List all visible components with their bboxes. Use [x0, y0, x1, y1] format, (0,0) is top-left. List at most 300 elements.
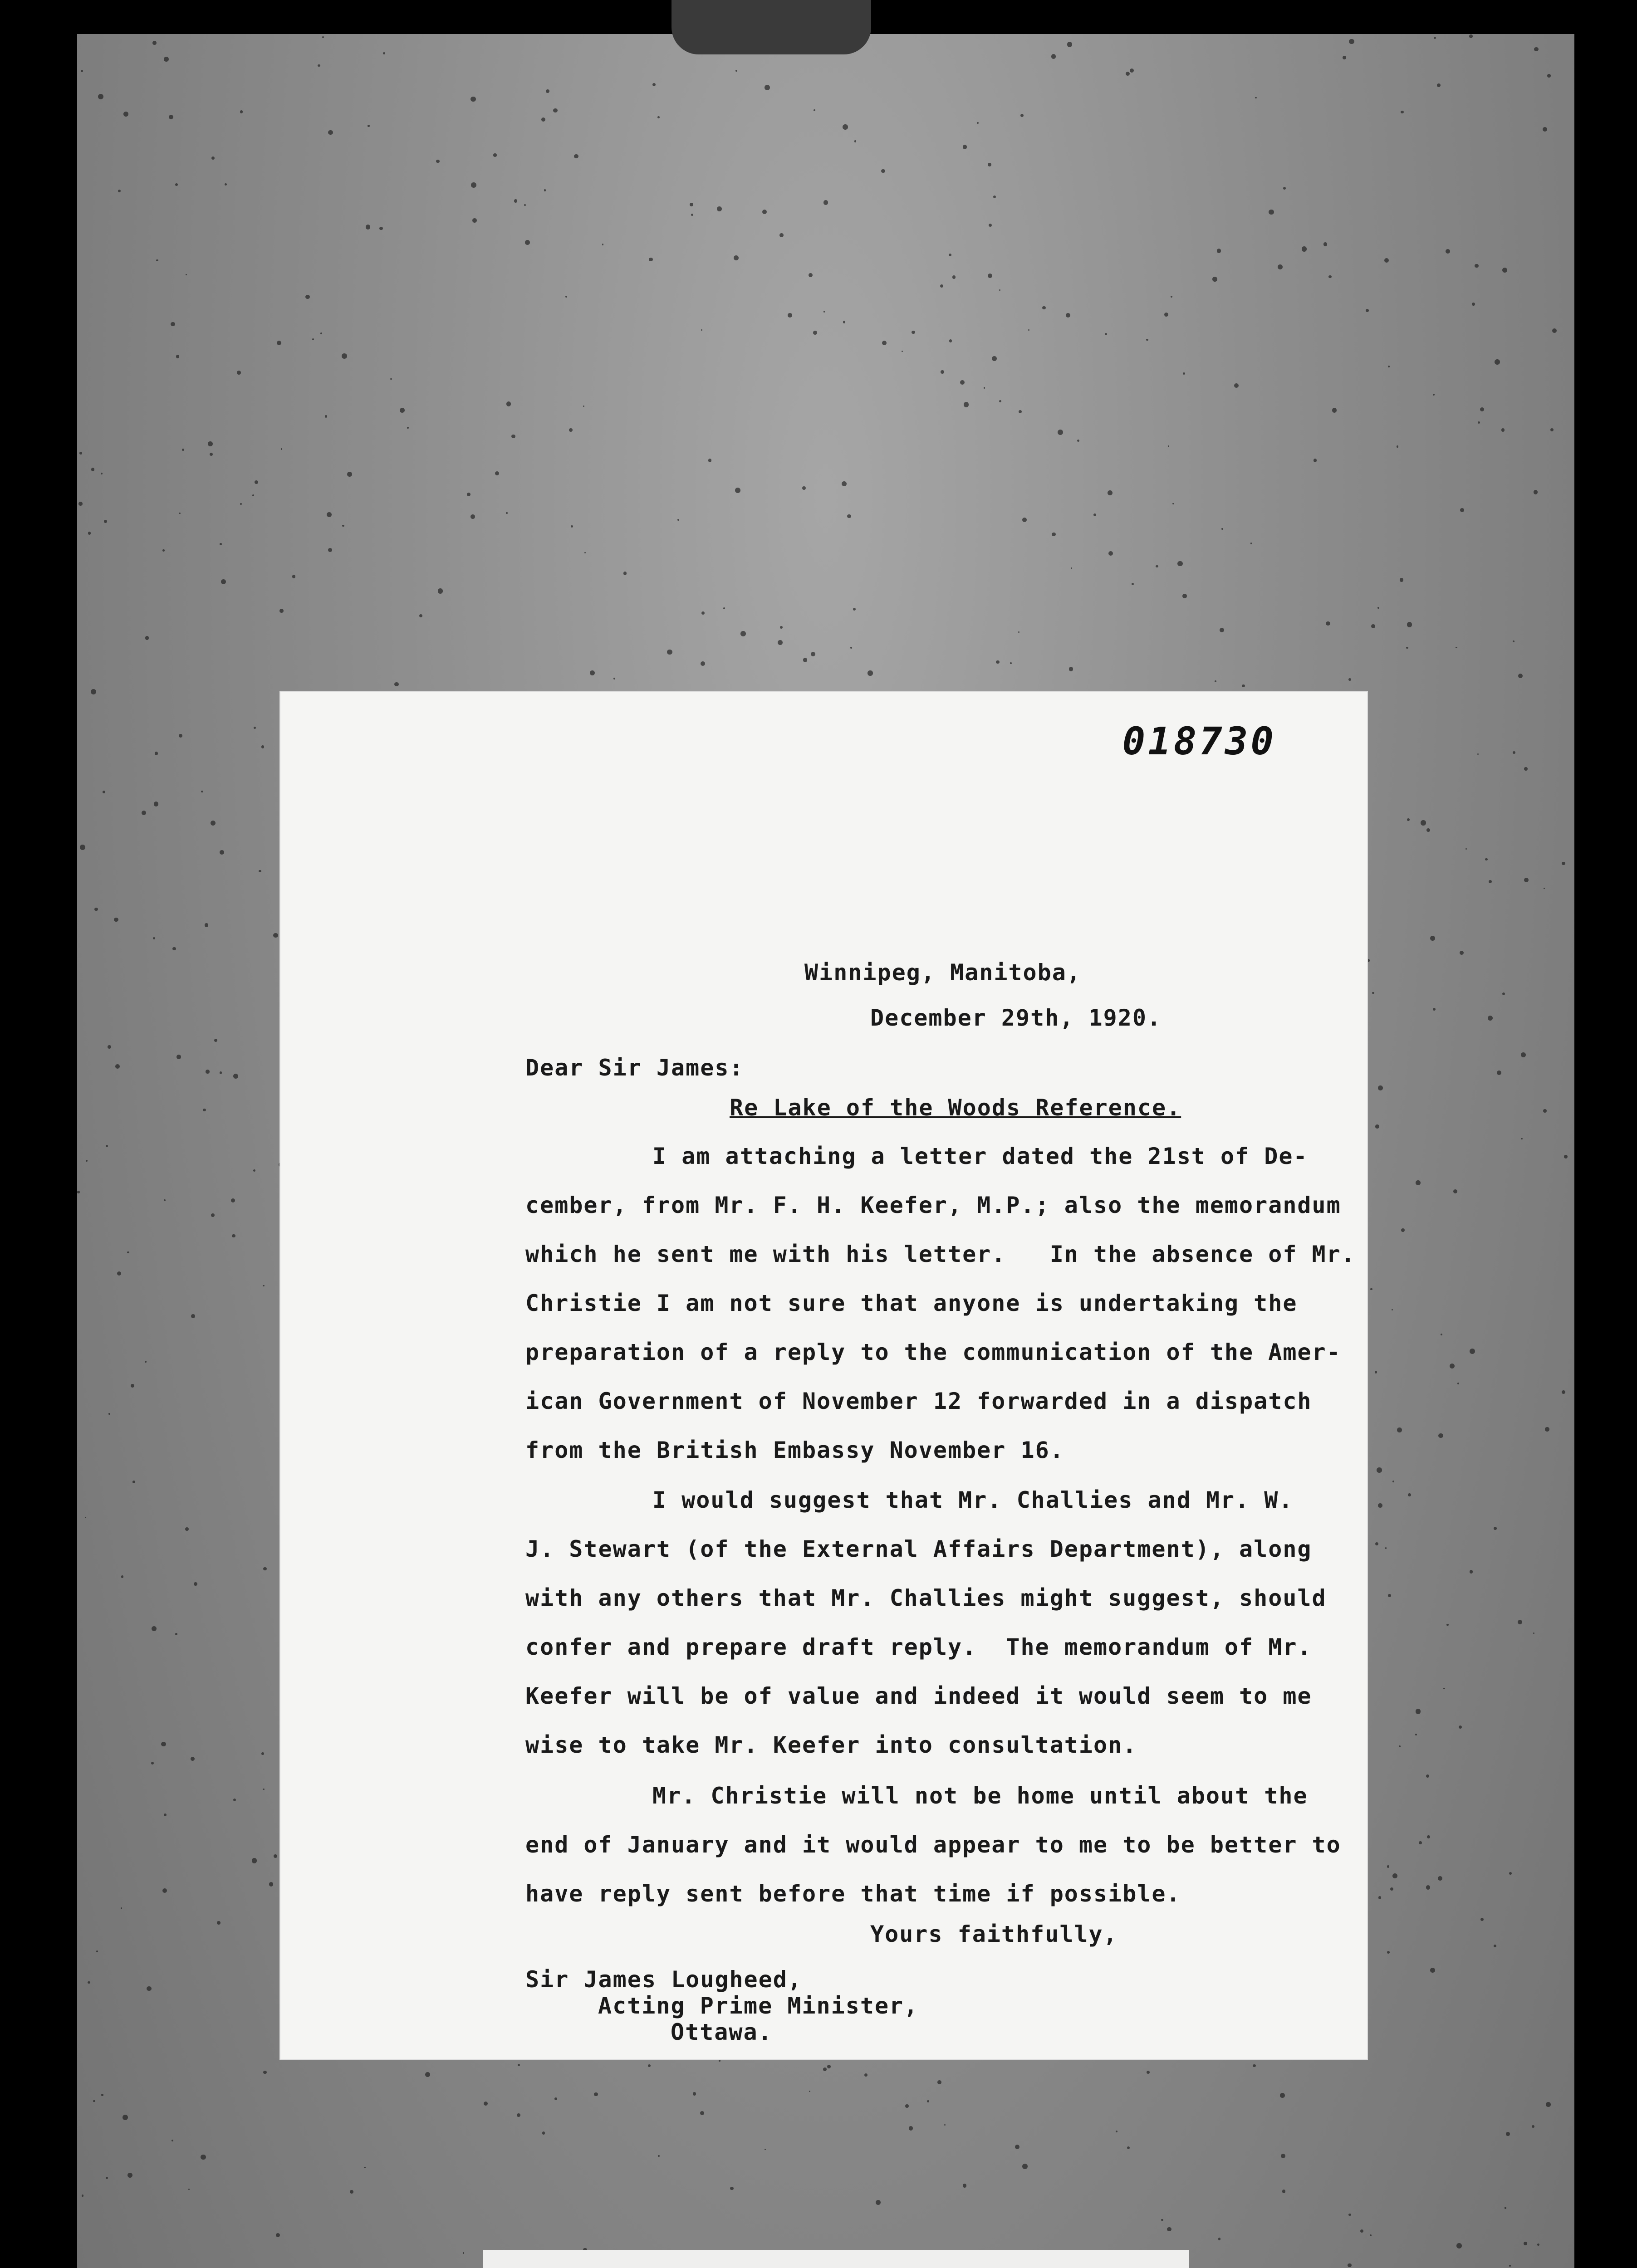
dust-speck [400, 408, 405, 413]
dust-speck [169, 115, 173, 119]
dust-speck [1127, 2146, 1130, 2149]
dust-speck [1427, 1835, 1430, 1838]
dust-speck [1132, 583, 1134, 585]
dust-speck [1478, 421, 1480, 424]
dust-speck [425, 2072, 431, 2077]
dust-speck [1167, 2227, 1171, 2232]
dust-speck [261, 745, 265, 748]
dust-speck [123, 2115, 128, 2120]
dust-speck [1475, 264, 1479, 268]
dust-speck [1415, 1734, 1417, 1735]
dust-speck [252, 1858, 257, 1863]
dust-speck [1421, 820, 1426, 826]
dust-speck [172, 2140, 173, 2141]
dust-speck [1126, 72, 1130, 76]
dust-speck [88, 532, 91, 534]
body-line: I am attaching a letter dated the 21st of De- [652, 1143, 1308, 1169]
body-line: Mr. Christie will not be home until about the [652, 1783, 1308, 1809]
dust-speck [121, 1907, 123, 1909]
recipient-line: Sir James Lougheed, [525, 1966, 802, 1993]
dust-speck [493, 153, 496, 156]
dust-speck [1105, 333, 1107, 335]
dust-speck [108, 1413, 110, 1415]
dust-speck [762, 210, 767, 214]
dust-speck [276, 2233, 280, 2237]
dust-speck [156, 259, 158, 261]
dust-speck [905, 2104, 909, 2108]
dust-speck [1456, 647, 1457, 649]
dust-speck [80, 845, 85, 850]
dust-speck [1480, 1918, 1484, 1921]
dust-speck [1343, 56, 1346, 59]
dust-speck [325, 415, 327, 417]
dust-speck [206, 1070, 210, 1074]
dust-speck [584, 552, 586, 553]
dust-speck [263, 1567, 267, 1571]
dust-speck [623, 572, 627, 575]
dust-speck [1367, 959, 1370, 962]
dust-speck [1375, 1371, 1377, 1374]
dust-speck [1323, 242, 1328, 246]
dust-speck [438, 588, 443, 594]
dust-speck [1544, 888, 1545, 889]
document-number: 018730 [1122, 719, 1276, 763]
dust-speck [1501, 428, 1505, 432]
dust-speck [1375, 1124, 1379, 1128]
dust-speck [1360, 2229, 1364, 2233]
dust-speck [524, 204, 526, 206]
dust-speck [1172, 503, 1174, 504]
letter-place: Winnipeg, Manitoba, [804, 959, 1081, 986]
dust-speck [106, 1145, 108, 1147]
dust-speck [419, 614, 422, 617]
dust-speck [677, 519, 679, 521]
dust-speck [1552, 328, 1557, 333]
dust-speck [803, 658, 808, 662]
dust-speck [1147, 2071, 1150, 2074]
dust-speck [179, 513, 181, 514]
dust-speck [693, 2092, 696, 2096]
dust-speck [574, 154, 578, 159]
dust-speck [1348, 2263, 1352, 2268]
dust-speck [164, 1199, 166, 1201]
dust-speck [263, 1789, 264, 1790]
dust-speck [1378, 1503, 1382, 1507]
dust-speck [1255, 97, 1256, 98]
dust-speck [1242, 684, 1245, 688]
dust-speck [506, 401, 511, 406]
dust-speck [1015, 2145, 1019, 2149]
dust-speck [723, 607, 725, 609]
dust-speck [322, 36, 324, 38]
dust-speck [1387, 1951, 1390, 1954]
dust-speck [823, 200, 828, 205]
dust-speck [701, 661, 705, 666]
dust-speck [1534, 47, 1538, 51]
dust-speck [1443, 1688, 1445, 1690]
dust-speck [780, 626, 783, 629]
dust-speck [989, 224, 992, 227]
dust-speck [1521, 1138, 1522, 1139]
dust-speck [1546, 2102, 1550, 2107]
dust-speck [809, 273, 813, 277]
dust-speck [765, 2149, 766, 2150]
dust-speck [1494, 1945, 1496, 1947]
dust-speck [176, 1055, 181, 1059]
dust-speck [1505, 2207, 1506, 2209]
dust-speck [383, 52, 386, 55]
dust-speck [1518, 674, 1523, 678]
dust-speck [1183, 372, 1185, 375]
dust-speck [1326, 621, 1330, 626]
dust-speck [1459, 1725, 1462, 1729]
dust-speck [231, 1198, 235, 1203]
dust-speck [101, 473, 103, 474]
dust-speck [963, 145, 967, 149]
dust-speck [79, 452, 82, 454]
dust-speck [1532, 2125, 1534, 2128]
dust-speck [1506, 2132, 1510, 2136]
dust-speck [546, 89, 549, 93]
dust-speck [842, 481, 847, 486]
dust-speck [1390, 1887, 1393, 1891]
dust-speck [730, 2187, 733, 2190]
dust-speck [118, 190, 121, 192]
dust-speck [1177, 561, 1183, 567]
dust-speck [220, 850, 224, 855]
dust-speck [1280, 2093, 1285, 2098]
archive-reference-tag [483, 2250, 1189, 2268]
dust-speck [1545, 1427, 1549, 1431]
dust-speck [305, 295, 310, 299]
dust-speck [1537, 2244, 1539, 2246]
dust-speck [602, 244, 604, 245]
body-line: with any others that Mr. Challies might suggest, should [525, 1585, 1327, 1611]
dust-speck [368, 125, 369, 127]
dust-speck [1430, 1968, 1435, 1973]
dust-speck [132, 1481, 135, 1483]
dust-speck [788, 313, 792, 318]
dust-speck [1020, 114, 1024, 117]
dust-speck [185, 1527, 189, 1531]
dust-speck [813, 331, 817, 334]
dust-speck [734, 255, 739, 260]
dust-speck [847, 514, 851, 518]
dust-speck [940, 284, 943, 288]
dust-speck [194, 1582, 197, 1586]
dust-speck [506, 512, 507, 513]
dust-speck [1283, 187, 1286, 190]
dust-speck [823, 311, 825, 312]
dust-speck [176, 355, 179, 358]
dust-speck [648, 2064, 651, 2068]
dust-speck [390, 378, 392, 380]
dust-speck [1253, 2064, 1256, 2068]
dust-speck [1022, 2164, 1028, 2169]
dust-speck [1465, 848, 1467, 850]
dust-speck [1433, 1008, 1436, 1011]
dust-speck [1302, 246, 1307, 252]
dust-speck [518, 2064, 520, 2066]
dust-speck [1533, 1633, 1534, 1634]
dust-speck [342, 353, 347, 359]
dust-speck [88, 1981, 90, 1984]
dust-speck [155, 752, 158, 755]
letter-closing: Yours faithfully, [870, 1921, 1118, 1947]
dust-speck [101, 2094, 103, 2096]
dust-speck [850, 647, 852, 649]
letter-subject: Re Lake of the Woods Reference. [730, 1095, 1181, 1121]
dust-speck [1384, 258, 1389, 263]
dust-speck [1332, 408, 1337, 412]
dust-speck [328, 130, 333, 135]
dust-speck [717, 206, 722, 211]
dust-speck [1437, 83, 1441, 87]
dust-speck [719, 2060, 720, 2061]
dust-speck [123, 112, 128, 117]
dust-speck [108, 1045, 111, 1049]
dust-speck [1456, 2243, 1462, 2248]
dust-speck [1116, 2131, 1117, 2132]
dust-speck [259, 870, 261, 872]
dust-speck [814, 109, 815, 111]
dust-speck [1130, 68, 1134, 73]
dust-speck [327, 512, 332, 517]
dust-speck [823, 2068, 827, 2071]
dust-speck [151, 1762, 154, 1765]
body-line: Keefer will be of value and indeed it would seem to me [525, 1683, 1312, 1709]
dust-speck [1438, 1876, 1442, 1881]
dust-speck [1377, 607, 1379, 609]
dust-speck [517, 2113, 520, 2117]
dust-speck [1372, 992, 1374, 994]
dust-speck [225, 183, 227, 186]
dust-speck [1221, 528, 1223, 530]
dust-speck [85, 1517, 87, 1519]
dust-speck [82, 2195, 84, 2197]
dust-speck [960, 380, 965, 385]
dust-speck [121, 1575, 124, 1578]
dust-speck [1397, 445, 1399, 448]
letter-page [280, 692, 1367, 2059]
dust-speck [876, 2200, 881, 2205]
dust-speck [667, 650, 672, 655]
dust-speck [902, 351, 903, 352]
dust-speck [999, 400, 1001, 402]
dust-speck [1524, 2242, 1527, 2245]
dust-speck [1278, 264, 1283, 269]
dust-speck [292, 575, 296, 578]
dust-speck [1164, 313, 1168, 317]
dust-speck [691, 214, 693, 216]
dust-speck [1401, 1228, 1405, 1232]
dust-speck [1438, 1433, 1443, 1438]
dust-speck [191, 1757, 195, 1761]
dust-speck [263, 2071, 266, 2074]
dust-speck [1408, 1493, 1411, 1496]
dust-speck [927, 2100, 929, 2102]
dust-speck [1406, 647, 1408, 649]
body-line: cember, from Mr. F. H. Keefer, M.P.; also the memorandum [525, 1192, 1341, 1218]
dust-speck [542, 2131, 545, 2135]
dust-speck [1457, 1383, 1459, 1384]
dust-speck [77, 1191, 80, 1193]
dust-speck [78, 502, 82, 505]
dust-speck [1093, 513, 1096, 516]
dust-speck [1281, 2154, 1285, 2158]
dust-speck [1071, 567, 1072, 569]
dust-speck [1378, 1896, 1382, 1899]
dust-speck [127, 1251, 129, 1253]
dust-speck [147, 1986, 152, 1991]
dust-speck [1069, 667, 1073, 671]
dust-speck [708, 459, 712, 462]
dust-speck [1387, 1865, 1389, 1867]
dust-speck [1378, 1085, 1383, 1090]
dust-speck [252, 494, 254, 496]
dust-speck [993, 196, 996, 198]
dust-speck [1489, 880, 1492, 883]
dust-speck [977, 122, 979, 124]
dust-speck [175, 183, 178, 186]
dust-speck [1460, 508, 1464, 512]
dust-speck [657, 116, 660, 118]
dust-speck [511, 435, 515, 438]
dust-speck [1470, 1570, 1473, 1573]
dust-speck [1494, 1527, 1497, 1530]
dust-speck [96, 1950, 98, 1952]
dust-speck [467, 493, 471, 496]
dust-speck [162, 549, 165, 552]
dust-speck [1397, 1427, 1402, 1432]
dust-speck [1348, 678, 1351, 681]
dust-speck [802, 486, 806, 490]
dust-speck [864, 2073, 868, 2077]
dust-speck [208, 441, 213, 446]
dust-speck [1416, 1709, 1421, 1714]
dust-speck [104, 520, 107, 523]
dust-speck [1392, 1873, 1397, 1878]
dust-speck [1314, 459, 1317, 462]
dust-speck [232, 1234, 235, 1237]
dust-speck [1385, 1547, 1387, 1549]
dust-speck [1051, 54, 1056, 59]
dust-speck [237, 371, 241, 375]
dust-speck [583, 406, 584, 407]
dust-speck [569, 428, 573, 432]
dust-speck [1018, 631, 1019, 633]
dust-speck [690, 203, 693, 206]
dust-speck [484, 2102, 488, 2106]
dust-speck [1019, 410, 1022, 414]
dust-speck [182, 449, 184, 451]
dust-speck [1470, 1349, 1475, 1354]
dust-speck [1433, 394, 1435, 396]
dust-speck [1488, 1016, 1493, 1021]
dust-speck [1042, 306, 1046, 310]
dust-speck [342, 525, 344, 527]
dust-speck [1392, 1309, 1393, 1310]
dust-speck [379, 227, 382, 230]
dust-speck [1502, 268, 1507, 273]
dust-speck [827, 2065, 831, 2068]
dust-speck [1077, 440, 1079, 442]
dust-speck [1377, 1467, 1382, 1473]
dust-speck [164, 57, 169, 62]
dust-speck [471, 97, 475, 102]
dust-speck [1146, 339, 1148, 341]
dust-speck [1168, 445, 1170, 447]
dust-speck [1282, 2190, 1286, 2193]
dust-speck [1388, 1594, 1391, 1597]
dust-speck [273, 933, 278, 938]
dust-speck [171, 322, 175, 326]
dust-speck [541, 117, 545, 122]
dust-speck [1485, 858, 1488, 861]
dust-speck [1375, 1542, 1378, 1545]
dust-speck [153, 937, 155, 939]
body-line: have reply sent before that time if possible. [525, 1881, 1181, 1907]
dust-speck [318, 64, 320, 67]
dust-speck [881, 169, 885, 173]
body-line: which he sent me with his letter. In the absence of Mr. [525, 1241, 1356, 1267]
dust-speck [274, 1854, 277, 1858]
dust-speck [364, 2167, 365, 2168]
body-line: J. Stewart (of the External Affairs Department), along [525, 1536, 1312, 1562]
body-line: Christie I am not sure that anyone is undertaking the [525, 1290, 1298, 1316]
dust-speck [590, 670, 595, 675]
dust-speck [1401, 111, 1404, 114]
dust-speck [106, 2177, 108, 2179]
dust-speck [1518, 1620, 1522, 1624]
dust-speck [1502, 992, 1505, 995]
dust-speck [1010, 662, 1012, 664]
dust-speck [394, 682, 398, 686]
dust-speck [1212, 277, 1217, 282]
dust-speck [1215, 680, 1216, 682]
dust-speck [1477, 753, 1479, 755]
dust-speck [211, 821, 216, 826]
dust-speck [964, 402, 969, 407]
dust-speck [211, 156, 215, 160]
dust-speck [809, 2091, 811, 2092]
dust-speck [91, 689, 96, 694]
dust-speck [525, 240, 530, 245]
dust-speck [984, 387, 985, 388]
dust-speck [1446, 249, 1450, 254]
body-line: wise to take Mr. Keefer into consultation. [525, 1732, 1137, 1758]
dust-speck [649, 258, 652, 261]
dust-speck [944, 2124, 946, 2126]
dust-speck [1543, 127, 1547, 132]
dust-speck [652, 83, 656, 86]
dust-speck [1348, 2214, 1351, 2216]
recipient-line: Acting Prime Minister, [598, 1993, 919, 2019]
dust-speck [93, 2100, 95, 2102]
dust-speck [350, 2190, 353, 2194]
dust-speck [1547, 74, 1551, 78]
dust-speck [1469, 34, 1473, 38]
dust-speck [565, 296, 567, 298]
dust-speck [1217, 249, 1221, 253]
dust-speck [211, 1213, 215, 1217]
dust-speck [407, 427, 409, 429]
dust-speck [778, 640, 783, 645]
dust-speck [1370, 1288, 1372, 1290]
dust-speck [740, 631, 746, 636]
dust-speck [843, 321, 846, 323]
dust-speck [142, 811, 146, 815]
